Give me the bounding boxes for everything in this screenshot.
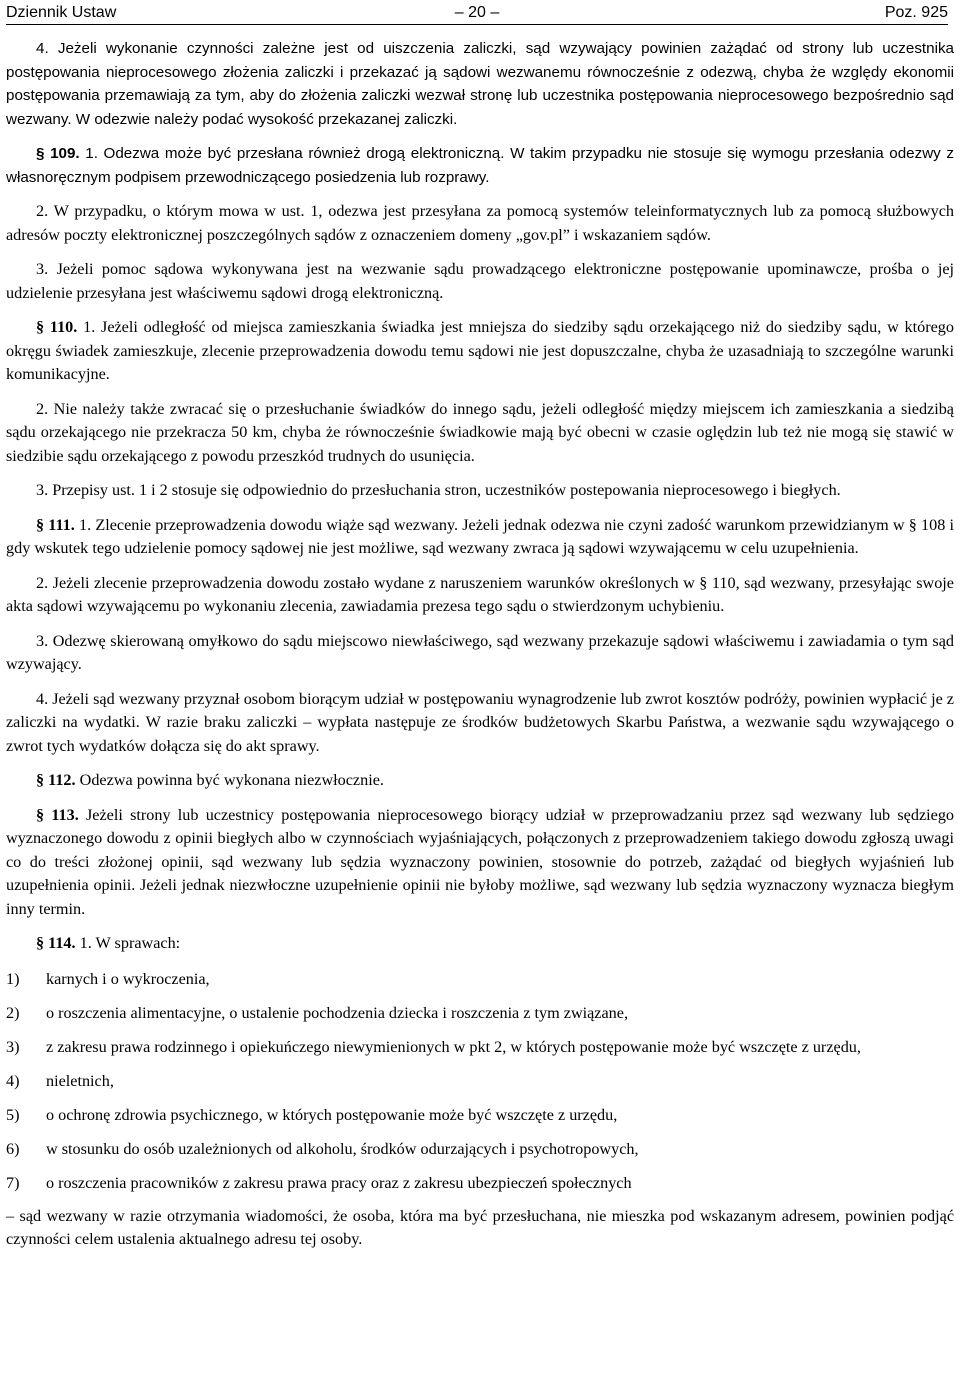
art113-paragraph [6, 804, 954, 922]
list-item [6, 1172, 954, 1194]
position-number: Poz. 925 [884, 4, 948, 21]
art114-intro [6, 932, 954, 956]
list-item [6, 968, 954, 990]
list-item [6, 1138, 954, 1160]
art108-paragraph-4: 4. Jeżeli wykonanie czynności zależne jest od uiszczenia zaliczki, sąd wzywający powinien zażądać od strony lub uczestnika postępowania nieprocesowego złożenia zaliczki i przekazać ją sądowi wezwanemu równocześnie z odezwą, chyba że względy ekonomii postępowania przemawiają za tym, aby do złożenia zaliczki wezwał stronę lub uczestnika postępowania nieprocesowego bezpośrednio sąd wezwany. W odezwie należy podać wysokość przekazanej zaliczki. [6, 40, 954, 128]
document-body [6, 37, 954, 1252]
list-item-number: 7) [6, 1173, 20, 1192]
art109-paragraph-2: 2. W przypadku, o którym mowa w ust. 1, odezwa jest przesyłana za pomocą systemów teleinformatycznych lub za pomocą służbowych adresów poczty elektronicznej poszczególnych sądów z oznaczeniem domeny „gov.pl” i wskazaniem sądów. [6, 202, 954, 244]
art109-paragraph-3: 3. Jeżeli pomoc sądowa wykonywana jest na wezwanie sądu prowadzącego elektroniczne postępowanie upominawcze, prośba o jej udzielenie przesyłana jest właściwemu sądowi drogą elektroniczną. [6, 260, 954, 302]
journal-title: Dziennik Ustaw [6, 4, 117, 21]
art110-p1-text: 1. Jeżeli odległość od miejsca zamieszkania świadka jest mniejsza do siedziby sądu orzekającego niż do siedziby sądu, w którego okręgu świadek zamieszkuje, zlecenie przeprowadzenia dowodu temu sądowi nie jest dopuszczalne, chyba że uzasadniają to szczególne warunki komunikacyjne. [6, 318, 954, 383]
art111-paragraph-3: 3. Odezwę skierowaną omyłkowo do sądu miejscowo niewłaściwego, sąd wezwany przekazuje sądowi właściwemu i zawiadamia o tym sąd wzywający. [6, 631, 954, 673]
list-item-text: o ochronę zdrowia psychicznego, w których postępowanie może być wszczęte z urzędu, [46, 1105, 618, 1124]
list-item-text: karnych i o wykroczenia, [46, 969, 210, 988]
art111-label: § 111. [36, 515, 75, 534]
art109-paragraph-1 [6, 142, 954, 189]
art112-paragraph [6, 769, 954, 793]
art111-paragraph-4: 4. Jeżeli sąd wezwany przyznał osobom biorącym udział w postępowaniu wynagrodzenie lub zwrot kosztów podróży, powinien wypłacić je z zaliczki na wydatki. W razie braku zaliczki – wypłata następuje ze środków budżetowych Skarbu Państwa, a wezwanie sądu wzywającego o zwrot tych wydatków dołącza się do akt sprawy. [6, 689, 954, 755]
art109-label: § 109. [36, 145, 80, 162]
page-number: – 20 – [454, 4, 500, 21]
art110-paragraph-1 [6, 316, 954, 387]
art112-label: § 112. [36, 771, 76, 789]
list-item-number: 1) [6, 969, 20, 988]
art114-closing: – sąd wezwany w razie otrzymania wiadomości, że osoba, która ma być przesłuchana, nie mieszka pod wskazanym adresem, powinien podjąć czynności celem ustalenia aktualnego adresu tej osoby. [6, 1206, 954, 1248]
art112-text: Odezwa powinna być wykonana niezwłocznie. [79, 771, 384, 789]
list-item [6, 1104, 954, 1126]
art110-paragraph-2: 2. Nie należy także zwracać się o przesłuchanie świadków do innego sądu, jeżeli odległość między miejscem ich zamieszkania a siedzibą sądu orzekającego nie przekracza 50 km, chyba że równocześnie świadkowie mają być obecni w czasie oględzin lub też nie mogą się stawić w siedzibie sądu orzekającego z powodu przeszkód trudnych do usunięcia. [6, 399, 954, 465]
art111-paragraph-2: 2. Jeżeli zlecenie przeprowadzenia dowodu zostało wydane z naruszeniem warunków określonych w § 110, sąd wezwany, przesyłając swoje akta sądowi wzywającemu po wykonaniu zlecenia, zawiadamia prezesa tego sądu o stwierdzonym uchybieniu. [6, 573, 954, 615]
art110-label: § 110. [36, 318, 78, 336]
list-item-number: 3) [6, 1037, 20, 1056]
art113-text: Jeżeli strony lub uczestnicy postępowania nieprocesowego biorący udział w przeprowadzaniu przez sąd wezwany lub sędziego wyznaczonego dowodu z opinii biegłych albo w czynnościach wyjaśniających, połączonych z przeprowadzeniem takiego dowodu zgłoszą uwagi co do treści złożonej opinii, sąd wezwany lub sędzia wyznaczony powinien, stosownie do potrzeb, zażądać od biegłych wyjaśnień lub uzupełnienia opinii. Jeżeli jednak niezwłoczne uzupełnienie opinii nie byłoby możliwe, sąd wezwany lub sędzia wyznaczony wyznacza biegłym inny termin. [6, 805, 955, 918]
list-item-number: 6) [6, 1139, 20, 1158]
art111-paragraph-1 [6, 514, 954, 561]
list-item-text: nieletnich, [46, 1071, 114, 1090]
list-item [6, 1002, 954, 1024]
art110-paragraph-3: 3. Przepisy ust. 1 i 2 stosuje się odpowiednio do przesłuchania stron, uczestników postepowania nieprocesowego i biegłych. [36, 481, 841, 499]
list-item-number: 4) [6, 1071, 20, 1090]
list-item [6, 1036, 954, 1058]
art114-label: § 114. [36, 934, 76, 952]
list-item-text: o roszczenia pracowników z zakresu prawa pracy oraz z zakresu ubezpieczeń społecznych [46, 1173, 632, 1192]
list-item-text: z zakresu prawa rodzinnego i opiekuńczego niewymienionych w pkt 2, w których postępowanie może być wszczęte z urzędu, [46, 1037, 861, 1056]
page-header [6, 0, 948, 25]
art111-p1-text: 1. Zlecenie przeprowadzenia dowodu wiąże sąd wezwany. Jeżeli jednak odezwa nie czyni zadość warunkom przewidzianym w § 108 i gdy wskutek tego udzielenie pomocy sądowej nie jest możliwe, sąd wezwany zwraca ją sądowi wzywającemu w celu uzupełnienia. [6, 515, 955, 557]
art113-label: § 113. [36, 805, 79, 824]
list-item-text: w stosunku do osób uzależnionych od alkoholu, środków odurzających i psychotropowych, [46, 1139, 639, 1158]
list-item-text: o roszczenia alimentacyjne, o ustalenie pochodzenia dziecka i roszczenia z tym związane, [46, 1003, 629, 1022]
art114-intro-text: 1. W sprawach: [79, 934, 181, 952]
list-item-number: 2) [6, 1003, 20, 1022]
art114-list [6, 968, 954, 1194]
list-item-number: 5) [6, 1105, 20, 1124]
art109-p1-text: 1. Odezwa może być przesłana również drogą elektroniczną. W takim przypadku nie stosuje się wymogu przesłania odezwy z własnoręcznym podpisem przewodniczącego posiedzenia lub rozprawy. [6, 145, 954, 186]
list-item [6, 1070, 954, 1092]
